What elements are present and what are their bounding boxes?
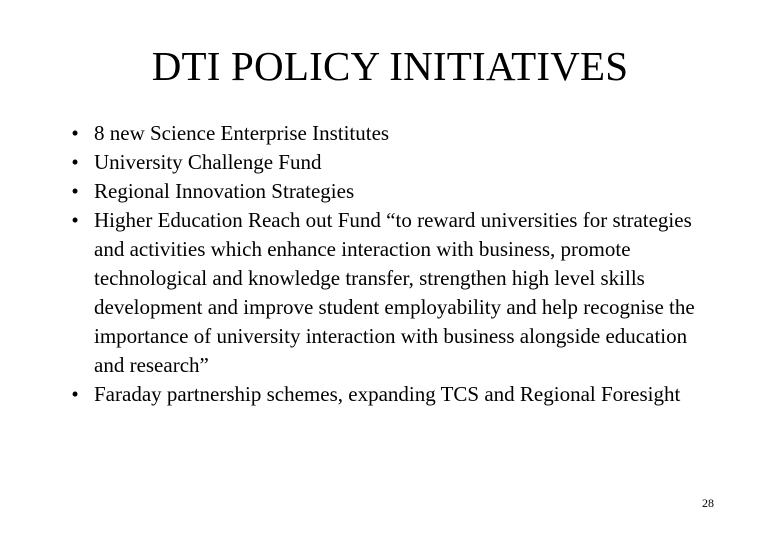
bullet-item [70, 380, 710, 409]
bullet-text: Regional Innovation Strategies [94, 179, 355, 203]
bullet-item [70, 206, 710, 380]
bullet-item [70, 177, 710, 206]
bullet-text: University Challenge Fund [94, 150, 322, 174]
bullet-dot: • [71, 382, 79, 406]
bullet-text: Higher Education Reach out Fund “to reward universities for strategies and activities which enhance interaction with business, promote technological and knowledge transfer, strengthen high level skills development and improve student employability and help recognise the importance of university interaction with business alongside education and research” [94, 208, 695, 377]
bullet-list [70, 119, 710, 409]
bullet-text: 8 new Science Enterprise Institutes [94, 121, 390, 145]
page-number: 28 [702, 496, 714, 510]
bullet-dot: • [71, 179, 79, 203]
bullet-dot: • [71, 121, 79, 145]
bullet-text: Faraday partnership schemes, expanding TCS and Regional Foresight [94, 382, 681, 406]
slide-title: DTI POLICY INITIATIVES [151, 43, 629, 89]
bullet-dot: • [71, 208, 79, 232]
bullet-item [70, 148, 710, 177]
bullet-item [70, 119, 710, 148]
bullet-dot: • [71, 150, 79, 174]
